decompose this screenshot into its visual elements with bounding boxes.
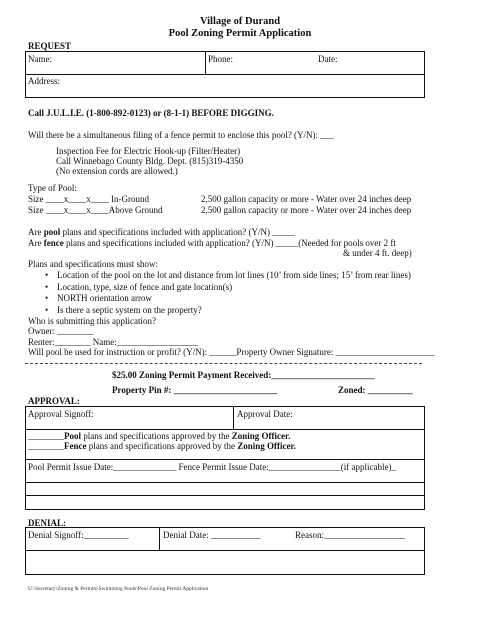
pool-plans-pre: Are (28, 227, 44, 237)
bullet-item: NORTH orientation arrow (57, 293, 152, 303)
section-divider (25, 363, 422, 364)
phone-field[interactable]: Phone: (208, 54, 234, 64)
name-field[interactable]: Name: (28, 54, 52, 64)
pool-plans-post: plans and specifications included with application? (Y/N) _____ (60, 227, 295, 237)
approval-date-field[interactable]: Approval Date: (237, 409, 293, 419)
pool-approved-line (28, 431, 290, 441)
denial-divider (25, 550, 425, 551)
above-ground-desc: 2,500 gallon capacity or more - Water over 24 inches deep (201, 205, 412, 215)
in-ground-desc: 2,500 gallon capacity or more - Water over 24 inches deep (201, 194, 412, 204)
pool-plans-bold: pool (43, 227, 61, 237)
denial-col-divider (159, 527, 160, 550)
pool-approved-officer: Zoning Officer. (231, 431, 291, 441)
fence-plans-question (28, 238, 396, 248)
permit-issue-dates[interactable]: Pool Permit Issue Date:______________ Fence Permit Issue Date:________________(if applicable)_ (28, 462, 396, 472)
pool-plans-question (28, 227, 295, 237)
inspection-line-2: Call Winnebago County Bldg. Dept. (815)319-4350 (56, 156, 244, 166)
pool-approved-blank[interactable]: ________ (28, 431, 64, 441)
pool-approved-bold: Pool (64, 431, 81, 441)
bullet-icon: • (45, 270, 49, 280)
fence-permit-question: Will there be a simultaneous filing of a fence permit to enclose this pool? (Y/N): ___ (28, 130, 334, 140)
in-ground-size[interactable]: Size ____x____x____ In-Ground (28, 194, 149, 204)
instruction-question[interactable]: Will pool be used for instruction or profit? (Y/N): ______Property Owner Signature: ______________________ (28, 347, 435, 357)
inspection-line-3: (No extension cords are allowed.) (56, 166, 178, 176)
fence-approved-officer: Zoning Officer. (237, 441, 296, 451)
bullet-icon: • (45, 282, 49, 292)
must-show-label: Plans and specifications must show: (28, 259, 158, 269)
approval-divider (25, 495, 425, 496)
page-title: Village of Durand (199, 16, 281, 27)
fence-plans-bold: fence (43, 238, 64, 248)
request-section-label: REQUEST (28, 41, 72, 51)
pool-type-label: Type of Pool: (28, 183, 77, 193)
denial-section-label: DENIAL: (28, 518, 67, 528)
above-ground-size[interactable]: Size ____x____x____Above Ground (28, 205, 163, 215)
request-col-divider (205, 51, 206, 74)
request-divider (25, 74, 425, 75)
denial-reason-field[interactable]: Reason:__________________ (295, 530, 405, 540)
bullet-icon: • (45, 305, 49, 315)
property-pin[interactable]: Property Pin #: _______________________ (112, 385, 278, 395)
denial-date-field[interactable]: Denial Date: ___________ (163, 530, 261, 540)
approval-section-label: APPROVAL: (28, 396, 80, 406)
address-field[interactable]: Address: (28, 76, 60, 86)
form-title: Pool Zoning Permit Application (168, 28, 312, 39)
approval-signoff-field[interactable]: Approval Signoff: (28, 409, 94, 419)
pool-approved-text: plans and specifications approved by the (81, 431, 232, 441)
payment-received[interactable]: $25.00 Zoning Permit Payment Received:_______________________ (112, 370, 375, 380)
inspection-line-1: Inspection Fee for Electric Hook-up (Filter/Heater) (56, 146, 241, 156)
fence-plans-cont: & under 4 ft. deep) (343, 248, 412, 258)
renter-field[interactable]: Renter:________ Name:__________________ (28, 337, 198, 347)
fence-approved-blank[interactable]: ________ (28, 441, 64, 451)
julie-notice: Call J.U.L.I.E. (1-800-892-0123) or (8-1-1) BEFORE DIGGING. (28, 108, 274, 118)
fence-approved-text: plans and specifications approved by the (86, 441, 238, 451)
approval-col-divider (233, 406, 234, 430)
fence-approved-bold: Fence (64, 441, 87, 451)
zoned-field[interactable]: Zoned: __________ (338, 385, 413, 395)
owner-field[interactable]: Owner: ________ (28, 326, 94, 336)
approval-divider (25, 459, 425, 460)
fence-approved-line (28, 441, 296, 451)
bullet-item: Location, type, size of fence and gate location(s) (57, 282, 233, 292)
bullet-icon: • (45, 293, 49, 303)
date-field[interactable]: Date: (318, 54, 338, 64)
footer-path: U:\Secretary\Zoning & Permits\Swimming Pools\Pool Zoning Permit Application (28, 586, 209, 592)
bullet-item: Is there a septic system on the property? (57, 305, 202, 315)
approval-divider (25, 429, 425, 430)
approval-divider (25, 482, 425, 483)
fence-plans-post: plans and specifications included with application? (Y/N) _____(Needed for pools over 2 ft (63, 238, 396, 248)
bullet-item: Location of the pool on the lot and distance from lot lines (10’ from side lines; 15’ from rear lines) (57, 270, 411, 280)
who-submitting: Who is submitting this application? (28, 316, 156, 326)
fence-plans-pre: Are (28, 238, 44, 248)
denial-signoff-field[interactable]: Denial Signoff:__________ (28, 530, 129, 540)
